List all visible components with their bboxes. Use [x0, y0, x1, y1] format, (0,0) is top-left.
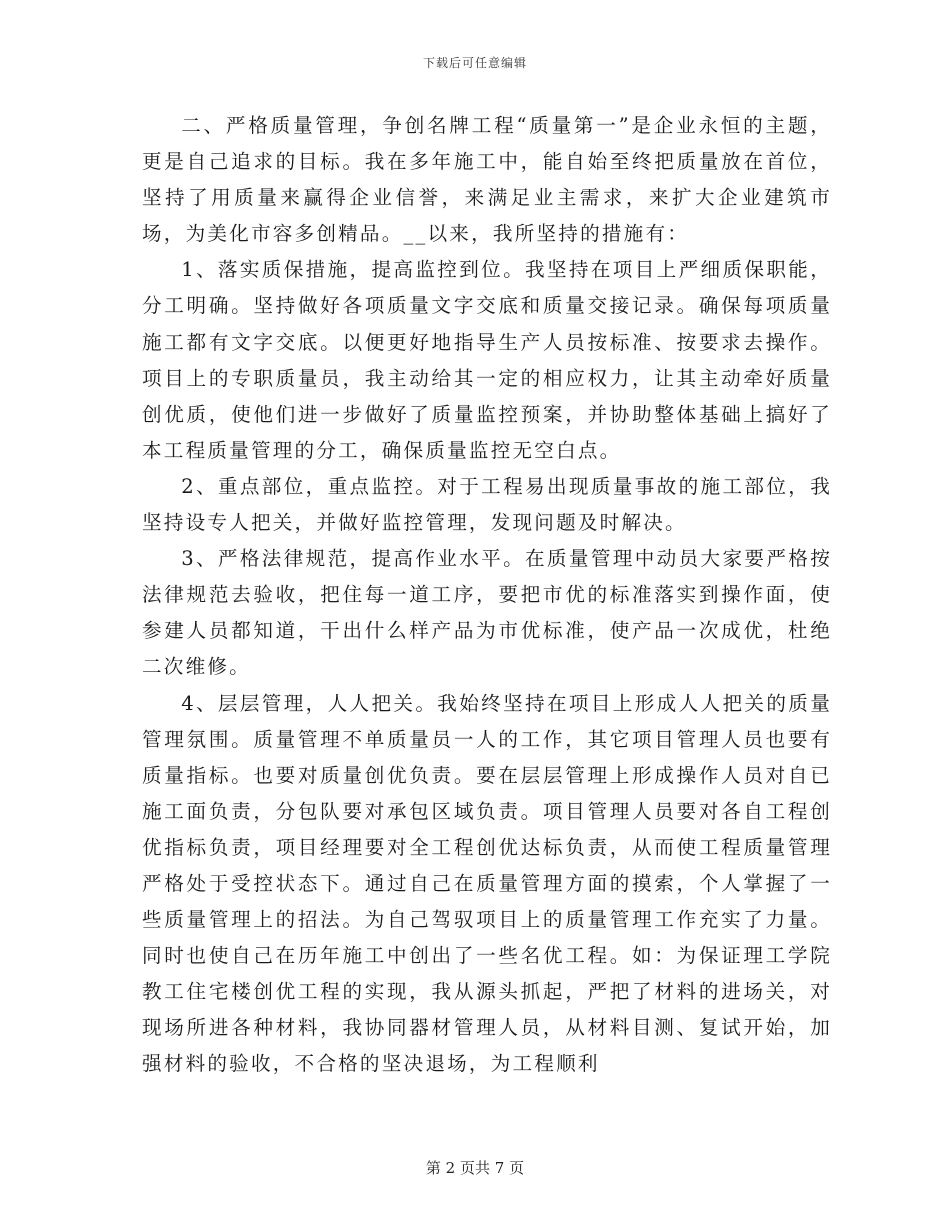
paragraph-measure-1: 1、落实质保措施，提高监控到位。我坚持在项目上严细质保职能，分工明确。坚持做好各项质量文字交底和质量交接记录。确保每项质量施工都有文字交底。以便更好地指导生产人员按标准、按要求去操作。项目上的专职质量员，我主动给其一定的相应权力，让其主动牵好质量创优质，使他们进一步做好了质量监控预案，并协助整体基础上搞好了本工程质量管理的分工，确保质量监控无空白点。 — [142, 258, 832, 462]
paragraph-measure-3: 3、严格法律规范，提高作业水平。在质量管理中动员大家要严格按法律规范去验收，把住每一道工序，要把市优的标准落实到操作面，使参建人员都知道，干出什么样产品为市优标准，使产品一次成优，杜绝二次维修。 — [142, 547, 832, 679]
page-header: 下载后可任意编辑 — [422, 56, 527, 70]
document-body — [142, 108, 832, 1083]
paragraph-quality-management: 二、严格质量管理，争创名牌工程“质量第一”是企业永恒的主题，更是自己追求的目标。我在多年施工中，能自始至终把质量放在首位，坚持了用质量来赢得企业信誉，来满足业主需求，来扩大企业建筑市场，为美化市容多创精品。__以来，我所坚持的措施有： — [142, 114, 832, 246]
paragraph-measure-2: 2、重点部位，重点监控。对于工程易出现质量事故的施工部位，我坚持设专人把关，并做好监控管理，发现问题及时解决。 — [142, 474, 832, 535]
page-footer: 第 2 页共 7 页 — [425, 1159, 525, 1177]
paragraph-measure-4: 4、层层管理，人人把关。我始终坚持在项目上形成人人把关的质量管理氛围。质量管理不单质量员一人的工作，其它项目管理人员也要有质量指标。也要对质量创优负责。要在层层管理上形成操作人员对自已施工面负责，分包队要对承包区域负责。项目管理人员要对各自工程创优指标负责，项目经理要对全工程创优达标负责，从而使工程质量管理严格处于受控状态下。通过自己在质量管理方面的摸索，个人掌握了一些质量管理上的招法。为自己驾驭项目上的质量管理工作充实了力量。同时也使自己在历年施工中创出了一些名优工程。如：为保证理工学院教工住宅楼创优工程的实现，我从源头抓起，严把了材料的进场关，对现场所进各种材料，我协同器材管理人员，从材料目测、复试开始，加强材料的验收，不合格的坚决退场，为工程顺利 — [142, 691, 832, 1076]
